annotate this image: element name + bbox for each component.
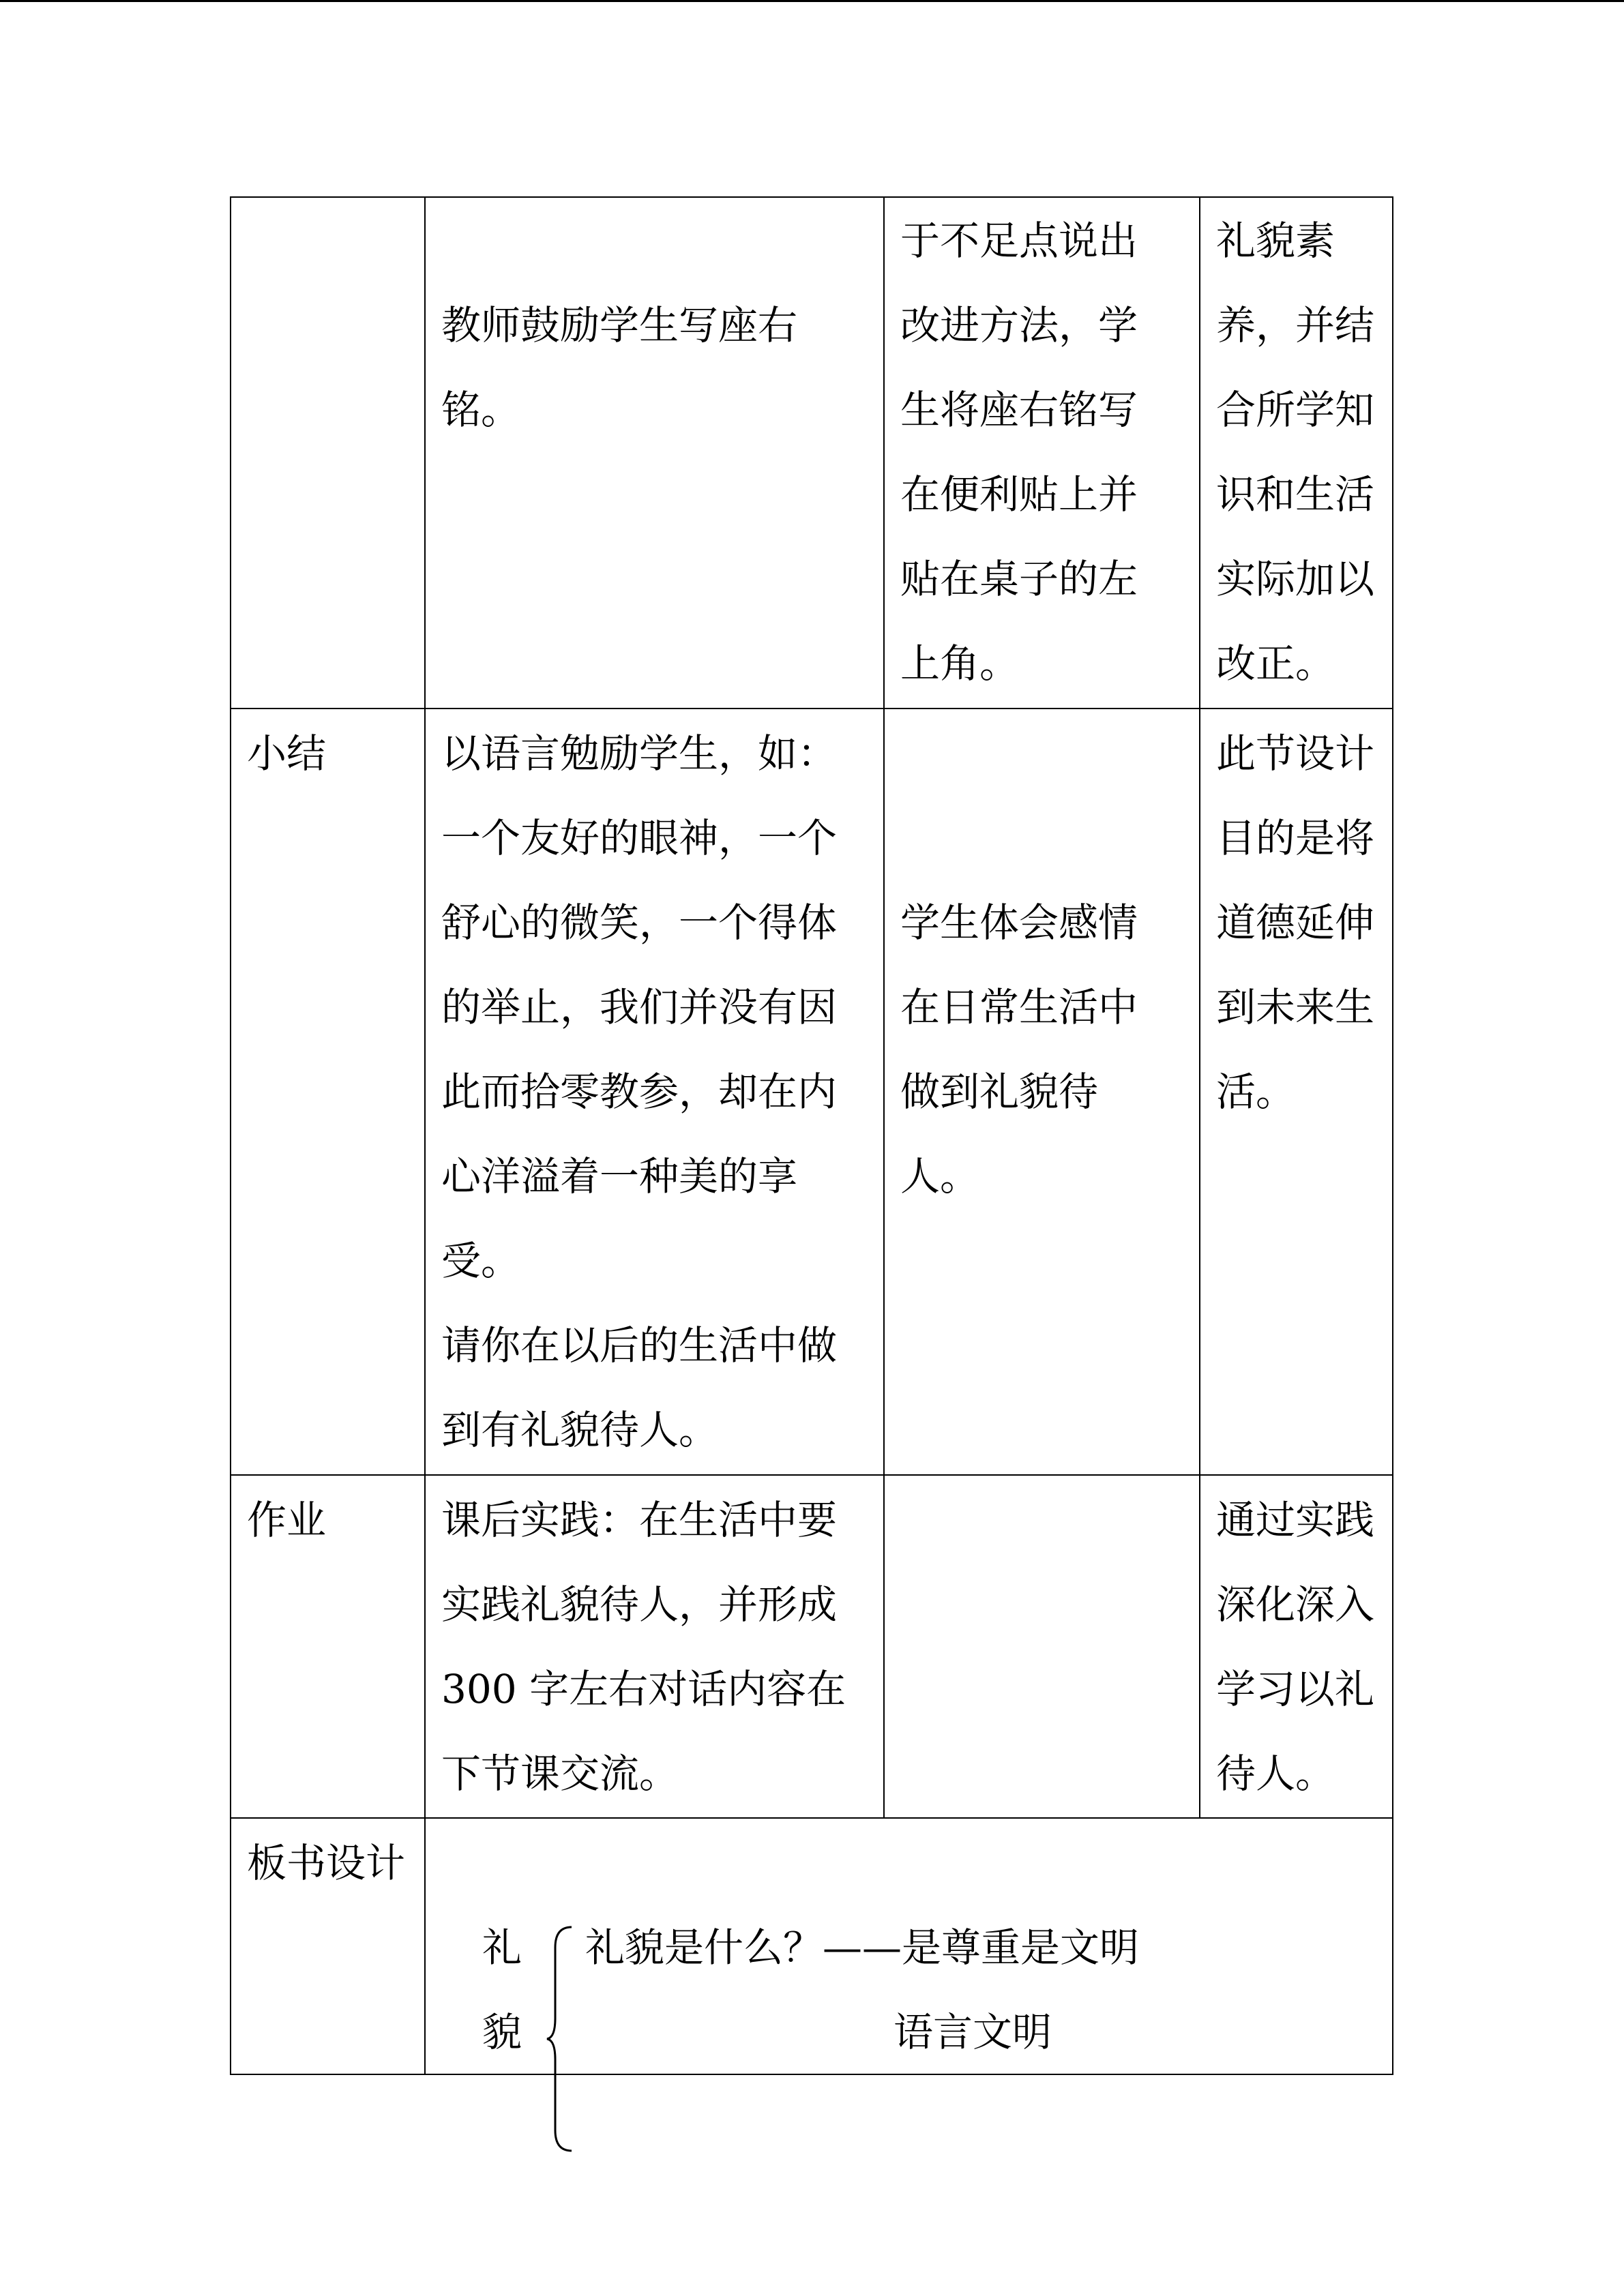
row-2-teacher-activity: 课后实践：在生活中要 实践礼貌待人，并形成 300 字左右对话内容在 下节课交流。 bbox=[441, 1497, 846, 1797]
table-border-left bbox=[230, 196, 231, 2075]
row-1-label: 小结 bbox=[247, 730, 327, 777]
row-2-label: 作业 bbox=[247, 1497, 327, 1543]
column-divider-3 bbox=[1199, 196, 1200, 1818]
row-divider-2 bbox=[230, 1474, 1393, 1476]
row-0-design-intent: 礼貌素 养，并结 合所学知 识和生活 实际加以 改正。 bbox=[1216, 218, 1375, 687]
row-1-teacher-activity: 以语言勉励学生，如： 一个友好的眼神，一个 舒心的微笑，一个得体 的举止，我们并没有因 此而拾零教参，却在内 心洋溢着一种美的享 受。 请你在以后的生活中做 到有礼貌待人。 bbox=[441, 730, 838, 1453]
board-design-label: 板书设计 bbox=[247, 1840, 406, 1886]
board-line-1: 礼貌是什么？——是尊重是文明 bbox=[585, 1924, 1140, 1971]
row-divider-3 bbox=[230, 1817, 1393, 1819]
board-topic-char-1: 礼 bbox=[482, 1924, 522, 1971]
row-0-teacher-activity: 教师鼓励学生写座右 铭。 bbox=[441, 302, 798, 433]
row-1-student-activity: 学生体会感情 在日常生活中 做到礼貌待 人。 bbox=[900, 899, 1138, 1199]
column-divider-2 bbox=[883, 196, 885, 1818]
row-0-student-activity: 于不足点说出 改进方法，学 生将座右铭写 在便利贴上并 贴在桌子的左 上角。 bbox=[900, 218, 1138, 687]
row-1-design-intent: 此节设计 目的是将 道德延伸 到未来生 活。 bbox=[1216, 730, 1375, 1115]
board-line-2: 语言文明 bbox=[894, 2009, 1052, 2055]
column-divider-1 bbox=[424, 196, 426, 2075]
table-border-bottom bbox=[230, 2074, 1393, 2075]
page-top-rule bbox=[0, 0, 1624, 2]
row-divider-1 bbox=[230, 708, 1393, 709]
table-border-right bbox=[1392, 196, 1393, 2075]
row-2-design-intent: 通过实践 深化深入 学习以礼 待人。 bbox=[1216, 1497, 1375, 1797]
table-border-top bbox=[230, 196, 1393, 198]
board-topic-char-2: 貌 bbox=[482, 2009, 522, 2055]
curly-brace-icon bbox=[544, 1923, 585, 2155]
